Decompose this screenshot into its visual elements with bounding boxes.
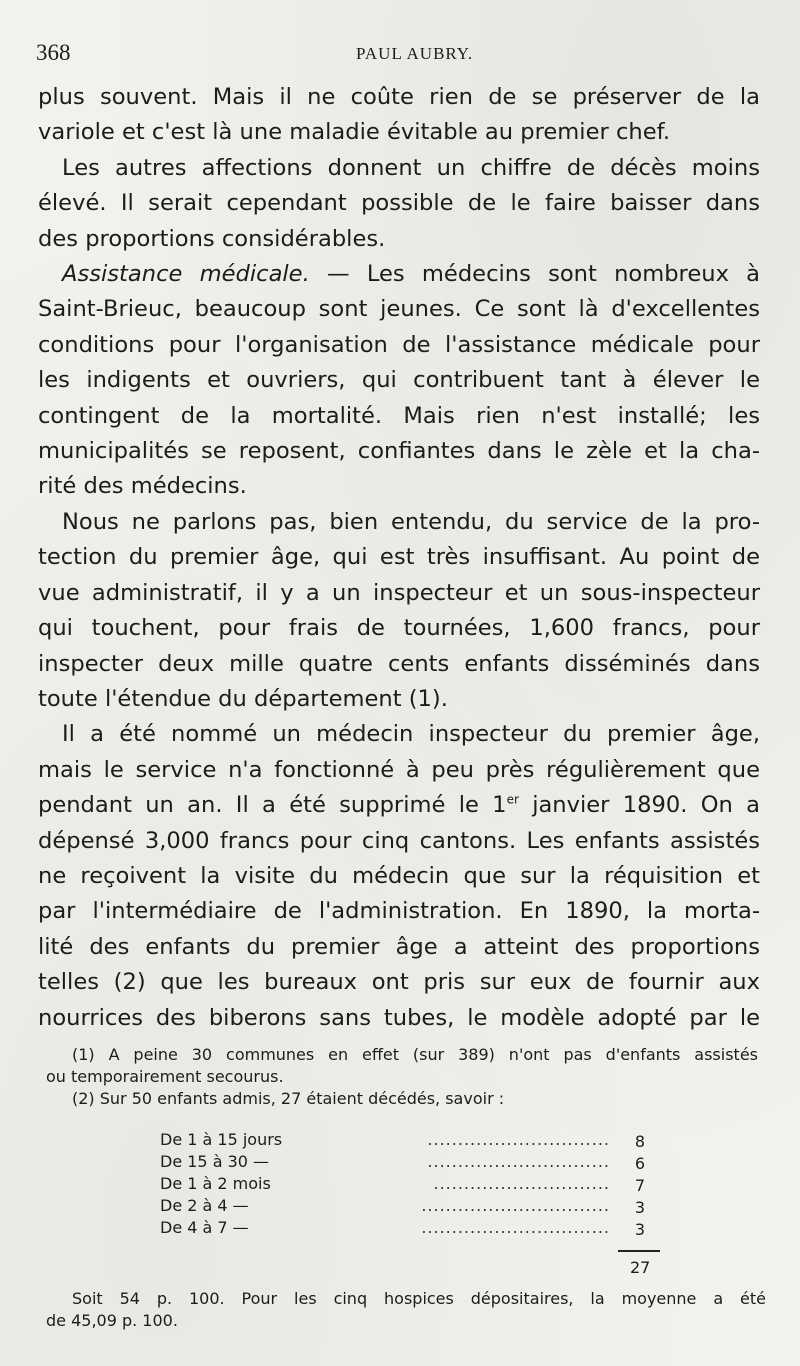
text-line: ne reçoivent la visite du médecin que sur la réquisition et [38,862,760,889]
text-line: Il a été nommé un médecin inspecteur du premier âge, [62,721,760,748]
text-fragment: — Les médecins sont nombreux à [327,261,761,288]
text-line: variole et c'est là une maladie évitable au premier chef. [38,119,671,146]
leader-dots: ............................... [421,1196,610,1215]
text-line: qui touchent, pour frais de tournées, 1,600 francs, pour [38,615,760,642]
leader-dots: .............................. [427,1152,610,1171]
text-line: conditions pour l'organisation de l'assistance médicale pour [38,331,760,358]
tally-label: De 2 à 4 — [160,1196,249,1215]
text-line: plus souvent. Mais il ne coûte rien de se préserver de la [38,84,760,110]
text-line: Nous ne parlons pas, bien entendu, du service de la pro- [62,508,760,535]
text-line: lité des enfants du premier âge a atteint des proportions [38,933,760,960]
conclusion-line: Soit 54 p. 100. Pour les cinq hospices dépositaires, la moyenne a été [72,1289,766,1308]
tally-row [160,1174,660,1196]
text-line: inspecter deux mille quatre cents enfants disséminés dans [38,650,760,677]
tally-label: De 1 à 15 jours [160,1130,283,1149]
tally-row [160,1218,660,1240]
text-line: tection du premier âge, qui est très insuffisant. Au point de [38,544,760,571]
text-line: mais le service n'a fonctionné à peu près régulièrement que [38,756,760,783]
text-line: Les autres affections donnent un chiffre de décès moins [62,154,760,181]
superscript: er [506,792,519,807]
footnote-1: (1) A peine 30 communes en effet (sur 389) n'ont pas d'enfants assistés [72,1045,758,1064]
text-fragment: pendant un an. Il a été supprimé le 1 [38,792,507,819]
conclusion-line: de 45,09 p. 100. [46,1311,178,1330]
tally-row [160,1152,660,1174]
paragraph-assistance-medicale [38,257,760,505]
running-head: PAUL AUBRY. [356,44,474,63]
tally-row [160,1130,660,1152]
text-line: les indigents et ouvriers, qui contribuent tant à élever le [38,367,760,394]
main-text [38,80,760,1036]
leader-dots: ............................. [433,1174,610,1193]
footnote-1-continued: ou temporairement secourus. [46,1067,284,1086]
paragraph-protection-premier-age [38,505,760,717]
tally-count: 3 [634,1220,646,1239]
text-line: contingent de la mortalité. Mais rien n'est installé; les [38,402,760,429]
page-number: 368 [36,40,71,65]
leader-dots: .............................. [427,1130,610,1149]
leader-dots: ............................... [421,1218,610,1237]
tally-count: 3 [634,1198,646,1217]
text-line: nourrices des biberons sans tubes, le modèle adopté par le [38,1004,760,1031]
tally-count: 8 [634,1132,646,1151]
paragraph-medecin-inspecteur [38,717,760,1036]
tally-label: De 1 à 2 mois [160,1174,271,1193]
text-line [38,257,760,292]
paragraph-autres-affections [38,151,760,257]
text-line: par l'intermédiaire de l'administration. En 1890, la morta- [38,898,760,925]
text-line: municipalités se reposent, confiantes dans le zèle et la cha- [38,438,760,465]
section-heading: Assistance médicale. [62,261,310,288]
text-line: élevé. Il serait cependant possible de le faire baisser dans [38,190,760,217]
tally-count: 7 [634,1176,646,1195]
text-line: rité des médecins. [38,473,247,500]
text-line: Saint-Brieuc, beaucoup sont jeunes. Ce sont là d'excellentes [38,296,760,323]
text-line: des proportions considérables. [38,225,386,252]
tally-label: De 4 à 7 — [160,1218,249,1237]
text-line: telles (2) que les bureaux ont pris sur eux de fournir aux [38,969,760,996]
footnote-2: (2) Sur 50 enfants admis, 27 étaient décédés, savoir : [72,1089,505,1108]
sum-rule [618,1250,660,1252]
death-tally-table [160,1130,660,1240]
text-fragment: janvier 1890. On a [518,792,760,819]
text-line: toute l'étendue du département (1). [38,685,448,712]
tally-row [160,1196,660,1218]
tally-label: De 15 à 30 — [160,1152,270,1171]
footnotes [46,1044,758,1110]
paragraph-variole [38,80,760,151]
footnote-conclusion [46,1288,766,1332]
text-line [38,788,760,823]
text-line: vue administratif, il y a un inspecteur et un sous-inspecteur [38,579,760,606]
page-header [36,40,756,70]
tally-total: 27 [630,1258,651,1277]
text-line: dépensé 3,000 francs pour cinq cantons. Les enfants assistés [38,827,760,854]
tally-count: 6 [634,1154,646,1173]
